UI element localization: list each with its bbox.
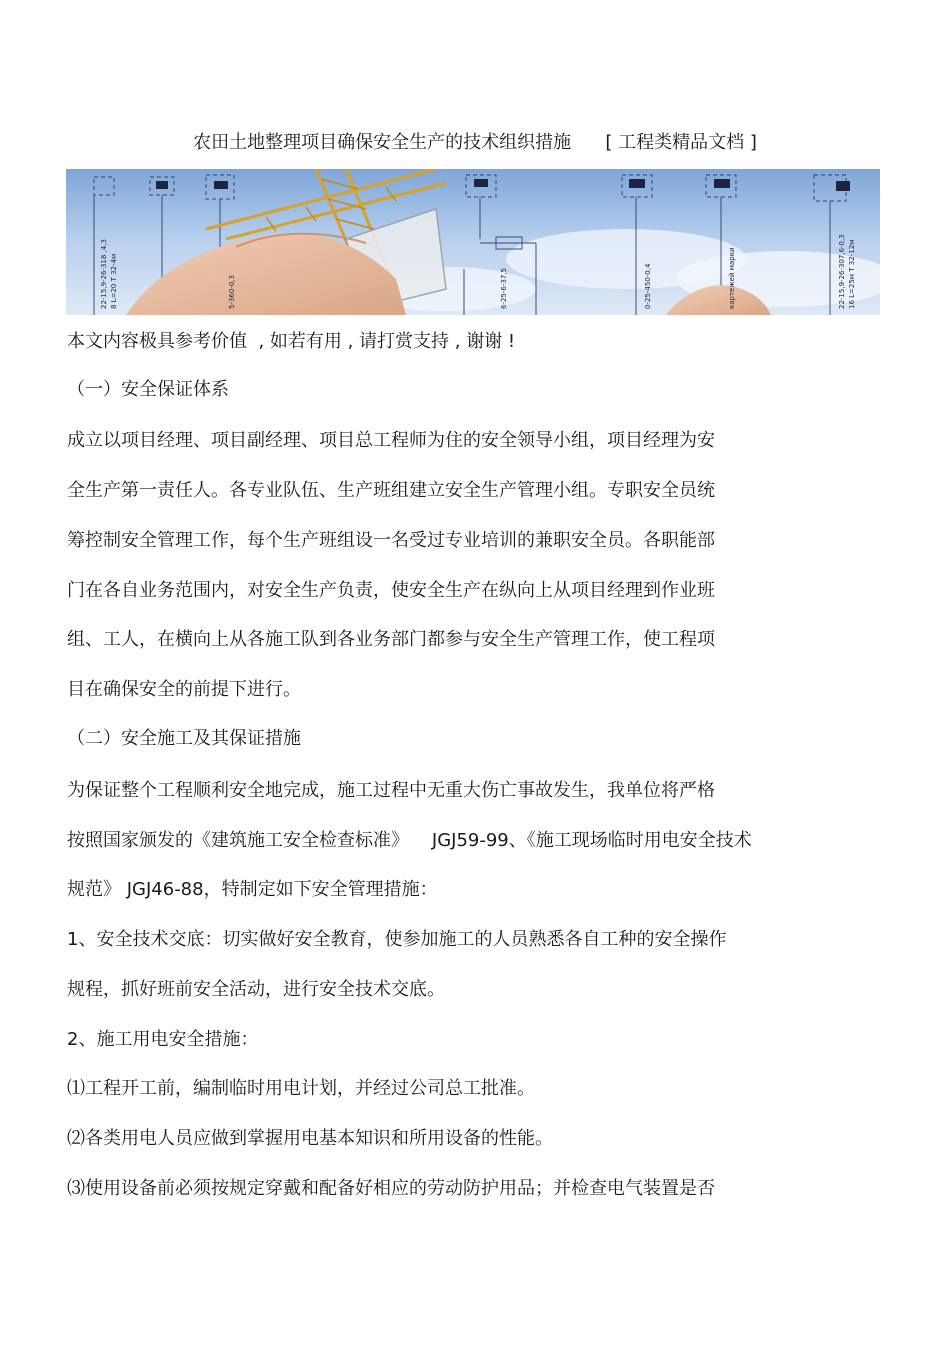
svg-text:22-15,9-26-318 ,4,3: 22-15,9-26-318 ,4,3 (100, 239, 108, 309)
svg-text:6-25-6-37,5: 6-25-6-37,5 (500, 268, 508, 309)
svg-text:5-360-0,3: 5-360-0,3 (228, 275, 236, 309)
document-title: 农田土地整理项目确保安全生产的技术组织措施 [ 工程类精品文档 ] (193, 132, 757, 153)
svg-text:8 L=20 T 32-4м: 8 L=20 T 32-4м (110, 253, 118, 309)
paragraph-line: ⑴工程开工前，编制临时用电计划，并经过公司总工批准。 (67, 1078, 535, 1099)
banner-illustration (66, 169, 880, 315)
paragraph-line: 成立以项目经理、项目副经理、项目总工程师为住的安全领导小组，项目经理为安 (67, 430, 715, 451)
paragraph-line: 组、工人，在横向上从各施工队到各业务部门都参与安全生产管理工作，使工程项 (67, 629, 715, 650)
construction-crane-blueprint-image (66, 169, 880, 315)
svg-text:0-25-450-0,4: 0-25-450-0,4 (644, 263, 652, 309)
paragraph-line: 筹控制安全管理工作，每个生产班组设一名受过专业培训的兼职安全员。各职能部 (67, 530, 715, 551)
paragraph-line: 规范》 JGJ46-88，特制定如下安全管理措施： (67, 879, 438, 900)
paragraph-line: 2、施工用电安全措施： (67, 1029, 259, 1050)
paragraph-line: 规程，抓好班前安全活动，进行安全技术交底。 (67, 979, 445, 1000)
paragraph-line: 1、安全技术交底：切实做好安全教育，使参加施工的人员熟悉各自工种的安全操作 (67, 929, 727, 950)
svg-text:картежей марки: картежей марки (728, 247, 736, 309)
paragraph-line: 全生产第一责任人。各专业队伍、生产班组建立安全生产管理小组。专职安全员统 (67, 480, 715, 501)
svg-text:16 L=25м T 32-12м: 16 L=25м T 32-12м (848, 239, 856, 309)
paragraph-line: 为保证整个工程顺利安全地完成，施工过程中无重大伤亡事故发生，我单位将严格 (67, 780, 715, 801)
paragraph-line: 按照国家颁发的《建筑施工安全检查标准》 JGJ59-99、《施工现场临时用电安全技术 (67, 830, 752, 851)
svg-text:22-15,9-26-307,6-0,3: 22-15,9-26-307,6-0,3 (838, 234, 846, 309)
intro-text: 本文内容极具参考价值 , 如若有用 , 请打赏支持 , 谢谢 ! (67, 331, 516, 352)
section-heading: （二）安全施工及其保证措施 (67, 728, 301, 749)
paragraph-line: ⑵各类用电人员应做到掌握用电基本知识和所用设备的性能。 (67, 1128, 553, 1149)
paragraph-line: 门在各自业务范围内，对安全生产负责，使安全生产在纵向上从项目经理到作业班 (67, 580, 715, 601)
paragraph-line: 目在确保安全的前提下进行。 (67, 679, 301, 700)
paragraph-line: ⑶使用设备前必须按规定穿戴和配备好相应的劳动防护用品；并检查电气装置是否 (67, 1178, 715, 1199)
section-heading: （一）安全保证体系 (67, 379, 229, 400)
